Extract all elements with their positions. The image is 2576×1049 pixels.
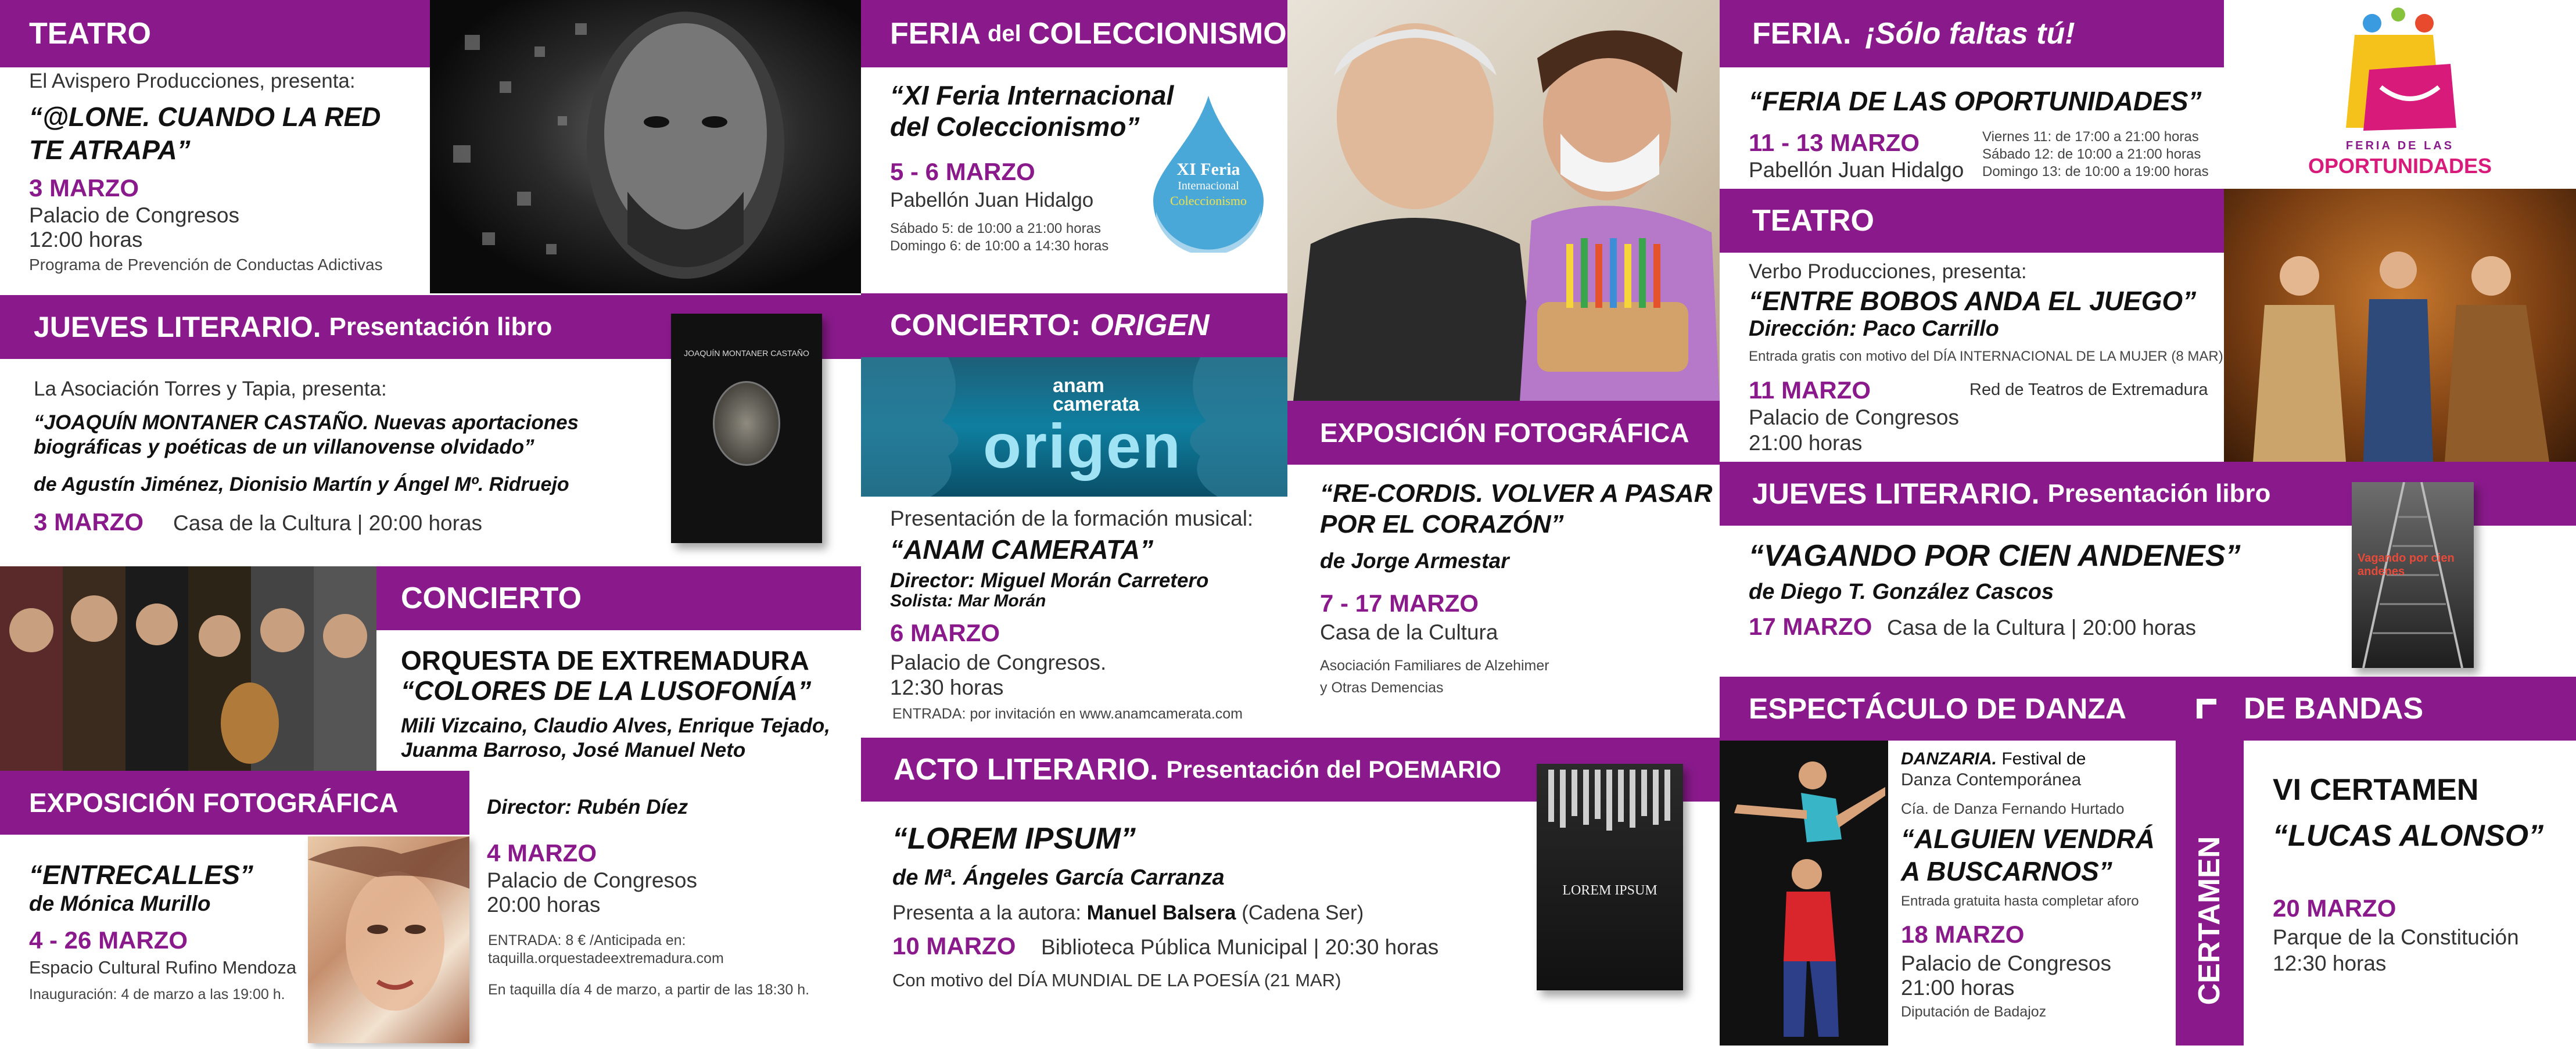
danza-time: 21:00 horas xyxy=(1901,976,2015,1000)
feria1-title-line1: “XI Feria Internacional xyxy=(890,80,1174,110)
teatro2-note: Entrada gratis con motivo del DÍA INTERNACIONAL DE LA MUJER (8 MAR) xyxy=(1749,349,2223,364)
acto-header: ACTO LITERARIO. Presentación del POEMARIO xyxy=(861,738,1720,802)
certamen-vertical-bar xyxy=(2176,677,2244,1046)
concierto2-director: Director: Miguel Morán Carretero xyxy=(890,569,1209,592)
acto-author: de Mª. Ángeles García Carranza xyxy=(892,865,1225,890)
jueves1-header: JUEVES LITERARIO. Presentación libro xyxy=(0,295,861,359)
feria2-venue: Pabellón Juan Hidalgo xyxy=(1749,158,1964,182)
teatro2-header: TEATRO xyxy=(1720,189,2224,253)
vagando-book-cover xyxy=(2352,482,2474,668)
danza-title-line1: “ALGUIEN VENDRÁ xyxy=(1901,824,2155,854)
teatro1-date: 3 MARZO xyxy=(29,174,139,202)
jueves1-venue: Casa de la Cultura | 20:00 horas xyxy=(173,511,483,535)
acto-date: 10 MARZO xyxy=(892,932,1016,960)
expo2-note-line1: Asociación Familiares de Alzehimer xyxy=(1320,658,1549,674)
certamen-date: 20 MARZO xyxy=(2273,894,2396,922)
danza-festival-line1 xyxy=(1901,749,2086,770)
feria1-schedule-1: Sábado 5: de 10:00 a 21:00 horas xyxy=(890,221,1101,236)
jueves2-author: de Diego T. González Cascos xyxy=(1749,580,2054,604)
concierto2-soloist: Solista: Mar Morán xyxy=(890,591,1046,610)
drop-logo-text-2: Internacional xyxy=(1178,179,1239,192)
concierto1-date: 4 MARZO xyxy=(487,839,597,867)
concierto1-venue: Palacio de Congresos xyxy=(487,868,697,892)
dance-photo xyxy=(1720,741,1888,1046)
montaner-book-cover xyxy=(671,314,822,543)
jueves1-date: 3 MARZO xyxy=(34,508,143,536)
orchestra-name: ORQUESTA DE EXTREMADURA xyxy=(401,645,809,676)
origen-word: origen xyxy=(983,411,1182,481)
expo2-author: de Jorge Armestar xyxy=(1320,549,1509,573)
face-pixel-art xyxy=(430,0,861,293)
acto-presenter-media: (Cadena Ser) xyxy=(1242,901,1364,924)
teatro1-time: 12:00 horas xyxy=(29,228,143,252)
teatro1-title-line1: “@LONE. CUANDO LA RED xyxy=(29,102,381,132)
acto-presents-label: Presenta a la autora: xyxy=(892,901,1081,924)
concierto2-venue: Palacio de Congresos. xyxy=(890,651,1107,674)
teatro2-direction: Dirección: Paco Carrillo xyxy=(1749,317,1999,341)
danza-venue: Palacio de Congresos xyxy=(1901,951,2111,975)
woman-face-illustration xyxy=(308,836,469,1043)
teatro-header: TEATRO xyxy=(0,0,430,67)
expo1-date: 4 - 26 MARZO xyxy=(29,926,188,954)
alone-play-photo xyxy=(430,0,861,293)
danza-festival-line2: Danza Contemporánea xyxy=(1901,770,2082,789)
jueves2-date: 17 MARZO xyxy=(1749,613,1872,640)
certamen-title-line2: “LUCAS ALONSO” xyxy=(2273,819,2544,853)
concierto2-date: 6 MARZO xyxy=(890,619,1000,646)
teatro2-presenter: Verbo Producciones, presenta: xyxy=(1749,260,2027,283)
concierto2-intro: Presentación de la formación musical: xyxy=(890,506,1254,530)
danza-festival-name: DANZARIA. xyxy=(1901,749,1997,768)
actors-on-stage xyxy=(2224,189,2576,462)
acto-presenter-name: Manuel Balsera xyxy=(1086,901,1236,924)
acto-presents xyxy=(892,901,1364,925)
shopping-bag-icon xyxy=(2224,0,2576,139)
jueves2-header: JUEVES LITERARIO. Presentación libro xyxy=(1720,462,2576,526)
oportunidades-logo-big: OPORTUNIDADES xyxy=(2308,154,2492,178)
origen-banner xyxy=(861,357,1287,497)
coleccionismo-drop-logo xyxy=(1153,96,1264,253)
teatro1-presenter: El Avispero Producciones, presenta: xyxy=(29,70,356,92)
jueves2-title: “VAGANDO POR CIEN ANDENES” xyxy=(1749,539,2241,573)
concierto1-performers-line2: Juanma Barroso, José Manuel Neto xyxy=(401,739,746,761)
expo1-venue: Espacio Cultural Rufino Mendoza xyxy=(29,957,297,978)
concierto2-header: CONCIERTO: ORIGEN xyxy=(861,293,1287,357)
certamen-corner-mark xyxy=(2197,699,2216,719)
feria2-date: 11 - 13 MARZO xyxy=(1749,129,1920,156)
jueves1-presenter: La Asociación Torres y Tapia, presenta: xyxy=(34,378,387,400)
drop-logo-text-1: XI Feria xyxy=(1176,160,1240,179)
expo2-title-line2: POR EL CORAZÓN” xyxy=(1320,510,1564,538)
acto-title: “LOREM IPSUM” xyxy=(892,822,1136,856)
concierto1-box-office: En taquilla día 4 de marzo, a partir de las 18:30 h. xyxy=(488,982,810,998)
feria1-date: 5 - 6 MARZO xyxy=(890,158,1035,185)
teatro1-title-line2: TE ATRAPA” xyxy=(29,135,191,165)
teatro2-title: “ENTRE BOBOS ANDA EL JUEGO” xyxy=(1749,286,2197,316)
feria2-schedule-2: Sábado 12: de 10:00 a 21:00 horas xyxy=(1982,146,2201,162)
feria2-schedule-1: Viernes 11: de 17:00 a 21:00 horas xyxy=(1982,129,2199,145)
teatro1-note: Programa de Prevención de Conductas Adictivas xyxy=(29,256,383,274)
expo2-note-line2: y Otras Demencias xyxy=(1320,680,1444,696)
danza-festival-label: Festival de xyxy=(2001,749,2086,768)
origen-anam: anam xyxy=(1053,375,1104,397)
jueves2-venue: Casa de la Cultura | 20:00 horas xyxy=(1887,616,2197,640)
concierto1-performers-line1: Mili Vizcaino, Claudio Alves, Enrique Tejado, xyxy=(401,714,831,737)
expo1-title: “ENTRECALLES” xyxy=(29,860,253,890)
book-cover-title: JOAQUÍN MONTANER CASTAÑO xyxy=(684,349,809,358)
feria2-title: “FERIA DE LAS OPORTUNIDADES” xyxy=(1749,86,2202,116)
acto-venue: Biblioteca Pública Municipal | 20:30 horas xyxy=(1041,935,1439,959)
lorem-ipsum-book xyxy=(1537,764,1683,990)
teatro2-date: 11 MARZO xyxy=(1749,376,1871,404)
certamen-title-line1: VI CERTAMEN xyxy=(2273,773,2479,807)
drop-logo-text-3: Coleccionismo xyxy=(1170,193,1247,208)
book-piano-keys-art xyxy=(1537,764,1683,834)
certamen-venue: Parque de la Constitución xyxy=(2273,925,2519,949)
jueves1-authors: de Agustín Jiménez, Dionisio Martín y Ángel Mº. Ridruejo xyxy=(34,473,569,495)
expo1-author: de Mónica Murillo xyxy=(29,892,211,915)
concierto1-time: 20:00 horas xyxy=(487,893,601,917)
feria2-header: FERIA. ¡Sólo faltas tú! xyxy=(1720,0,2224,67)
feria1-venue: Pabellón Juan Hidalgo xyxy=(890,189,1094,211)
expo2-header: EXPOSICIÓN FOTOGRÁFICA xyxy=(1287,401,1720,465)
concierto1-price-line2[interactable]: taquilla.orquestadeextremadura.com xyxy=(488,950,724,967)
elderly-care-photo xyxy=(1287,0,1720,401)
expo1-note: Inauguración: 4 de marzo a las 19:00 h. xyxy=(29,986,285,1003)
concierto2-title: “ANAM CAMERATA” xyxy=(890,534,1154,565)
jueves1-title-line2: biográficas y poéticas de un villanovense olvidado” xyxy=(34,436,534,458)
expo1-header: EXPOSICIÓN FOTOGRÁFICA xyxy=(0,771,469,835)
expo2-title-line1: “RE-CORDIS. VOLVER A PASAR xyxy=(1320,479,1713,508)
book-title: LOREM IPSUM xyxy=(1562,883,1657,898)
concierto2-entry[interactable]: ENTRADA: por invitación en www.anamcamerata.com xyxy=(892,706,1243,722)
concierto1-director: Director: Rubén Díez xyxy=(487,796,688,818)
entrecalles-photo xyxy=(308,836,469,1043)
danza-company: Cía. de Danza Fernando Hurtado xyxy=(1901,800,2125,817)
danza-sponsor: Diputación de Badajoz xyxy=(1901,1004,2047,1020)
oportunidades-logo-small: FERIA DE LAS xyxy=(2345,139,2455,152)
expo2-date: 7 - 17 MARZO xyxy=(1320,590,1479,617)
feria2-schedule-3: Domingo 13: de 10:00 a 19:00 horas xyxy=(1982,164,2209,179)
danza-header: ESPECTÁCULO DE DANZA xyxy=(1720,677,2189,741)
concierto1-title: “COLORES DE LA LUSOFONÍA” xyxy=(401,676,812,706)
feria1-title-line2: del Coleccionismo” xyxy=(890,112,1140,142)
musician-portraits xyxy=(0,566,376,771)
elderly-woman-and-carer xyxy=(1287,0,1720,401)
feria1-header: FERIA del COLECCIONISMO xyxy=(861,0,1287,67)
concierto1-price-line1: ENTRADA: 8 € /Anticipada en: xyxy=(488,932,686,949)
acto-note-day: DÍA MUNDIAL DE LA POESÍA (21 MAR) xyxy=(1017,970,1341,990)
certamen-vertical-text: CERTAMEN xyxy=(2193,836,2226,1005)
certamen-time: 12:30 horas xyxy=(2273,951,2387,975)
acto-note-prefix: Con motivo del xyxy=(892,970,1013,990)
dancers-lift xyxy=(1720,741,1888,1046)
feria1-schedule-2: Domingo 6: de 10:00 a 14:30 horas xyxy=(890,238,1109,254)
vagando-book-title: Vagando por cien andenes xyxy=(2358,552,2455,578)
orchestra-musicians-photo xyxy=(0,566,376,771)
bobos-play-photo xyxy=(2224,189,2576,462)
expo2-venue: Casa de la Cultura xyxy=(1320,620,1498,644)
oportunidades-logo xyxy=(2224,0,2576,189)
danza-note: Entrada gratuita hasta completar aforo xyxy=(1901,893,2139,909)
origen-camerata: camerata xyxy=(1053,393,1140,415)
acto-note xyxy=(892,970,1341,991)
teatro1-venue: Palacio de Congresos xyxy=(29,203,239,227)
certamen-header: DE BANDAS xyxy=(2244,677,2576,741)
concierto2-time: 12:30 horas xyxy=(890,676,1004,699)
teatro2-network: Red de Teatros de Extremadura xyxy=(1969,380,2208,399)
teatro2-venue: Palacio de Congresos xyxy=(1749,405,1959,429)
danza-date: 18 MARZO xyxy=(1901,921,2025,948)
concierto1-header: CONCIERTO xyxy=(376,566,861,630)
danza-title-line2: A BUSCARNOS” xyxy=(1901,856,2112,886)
book-cover-portrait xyxy=(713,381,780,466)
teatro2-time: 21:00 horas xyxy=(1749,431,1863,455)
jueves1-title-line1: “JOAQUÍN MONTANER CASTAÑO. Nuevas aportaciones xyxy=(34,411,579,434)
